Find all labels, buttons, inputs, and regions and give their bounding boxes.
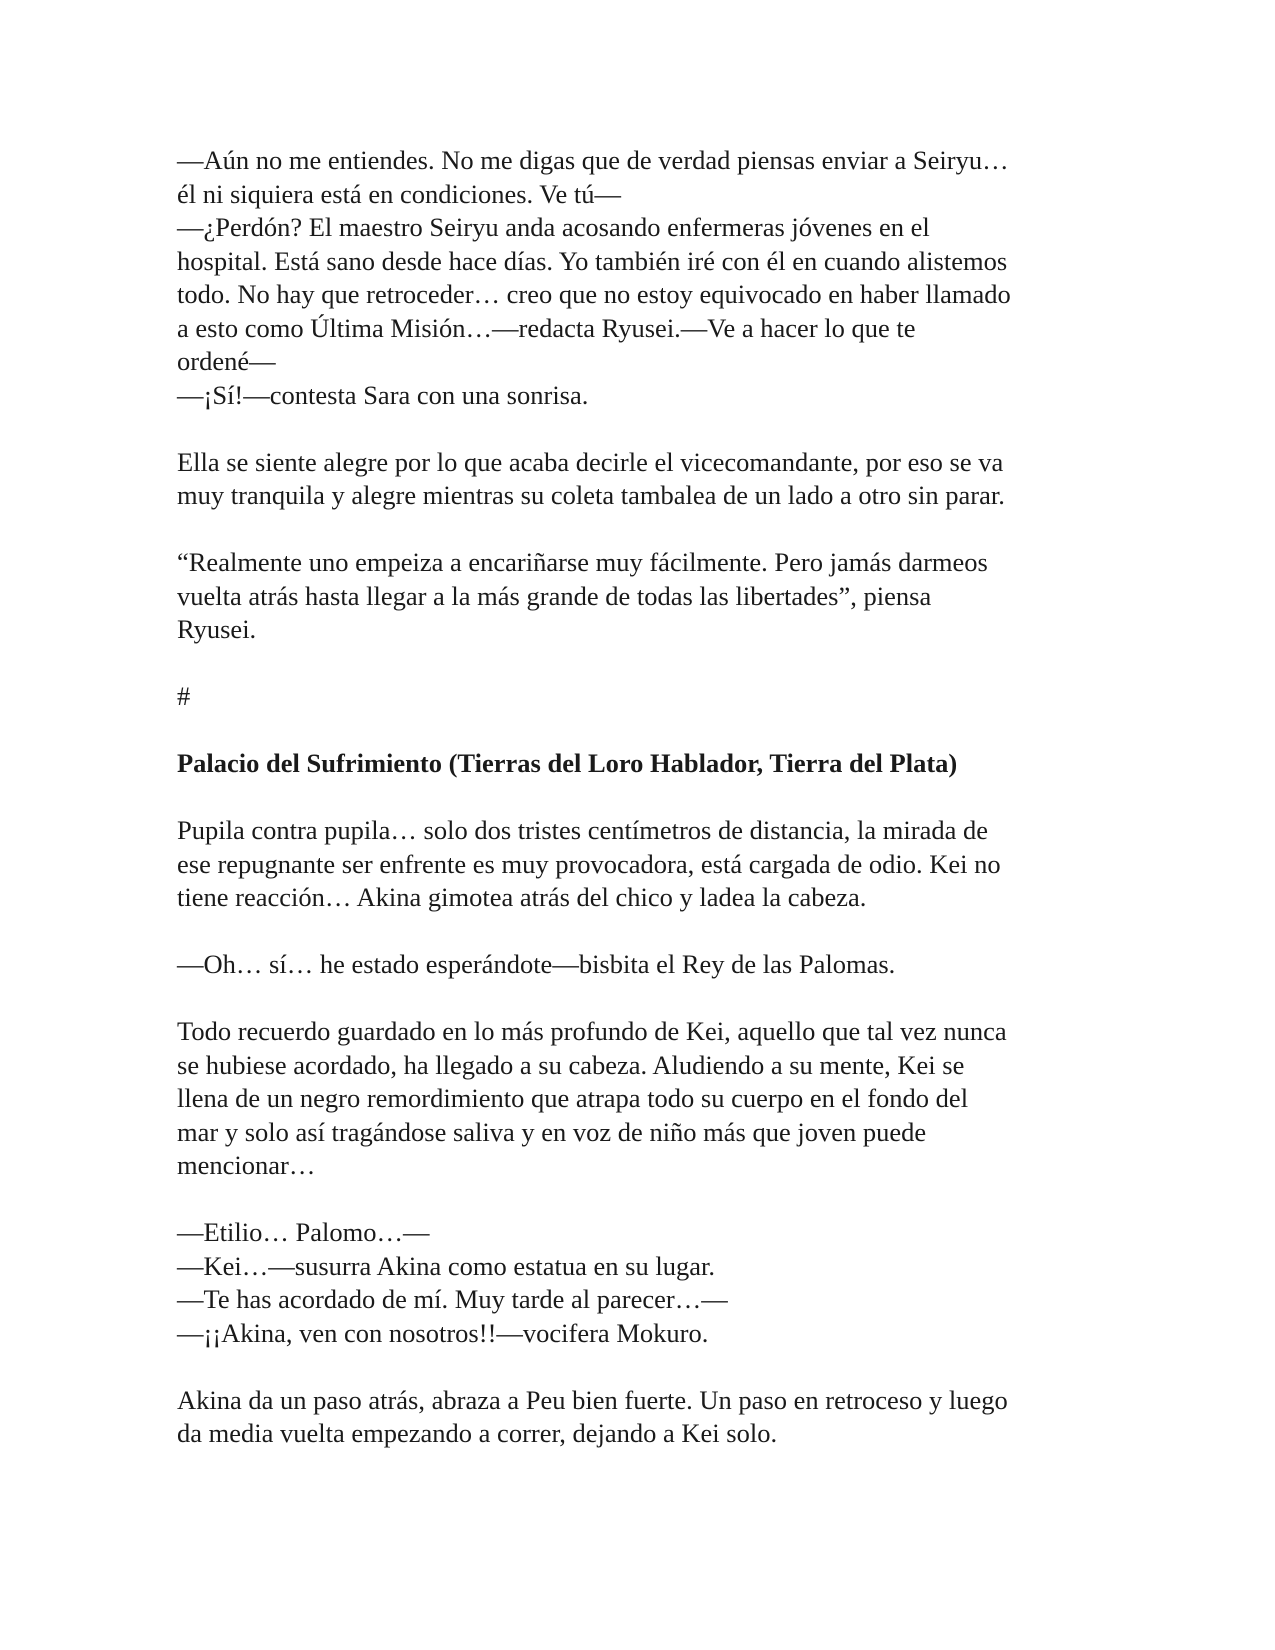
dialogue-line: ordené— [177, 346, 276, 376]
dialogue-line: él ni siquiera está en condiciones. Ve tú— [177, 178, 622, 209]
dialogue-line: hospital. Está sano desde hace días. Yo también iré con él en cuando alistemos [177, 245, 1008, 276]
paragraph-line: “Realmente uno empeiza a encariñarse muy fácilmente. Pero jamás darmeos [177, 547, 988, 577]
paragraph-spacer [177, 647, 1107, 681]
paragraph [177, 1015, 1107, 1183]
paragraph-line: se hubiese acordado, ha llegado a su cabeza. Aludiendo a su mente, Kei se [177, 1049, 965, 1080]
dialogue-line: —Etilio… Palomo…— [177, 1217, 430, 1247]
paragraph-line: mencionar… [177, 1150, 316, 1180]
dialogue-line: —Oh… sí… he estado esperándote—bisbita el Rey de las Palomas. [177, 949, 896, 979]
dialogue-line: a esto como Última Misión…—redacta Ryusei.—Ve a hacer lo que te [177, 312, 916, 343]
dialogue-block [177, 1216, 1107, 1350]
dialogue-line: —Kei…—susurra Akina como estatua en su lugar. [177, 1250, 715, 1281]
paragraph-spacer [177, 513, 1107, 547]
paragraph-spacer [177, 915, 1107, 949]
paragraph-line: Ella se siente alegre por lo que acaba decirle el vicecomandante, por eso se va [177, 446, 1004, 477]
paragraph-line: Akina da un paso atrás, abraza a Peu bien fuerte. Un paso en retroceso y luego [177, 1384, 1008, 1415]
paragraph-spacer [177, 982, 1107, 1016]
document-page [177, 144, 1107, 1451]
paragraph-line: Todo recuerdo guardado en lo más profundo de Kei, aquello que tal vez nunca [177, 1016, 1007, 1046]
dialogue-block [177, 948, 1107, 982]
dialogue-line: —Te has acordado de mí. Muy tarde al parecer…— [177, 1284, 728, 1314]
paragraph-line: tiene reacción… Akina gimotea atrás del chico y ladea la cabeza. [177, 882, 867, 912]
paragraph-line: Pupila contra pupila… solo dos tristes centímetros de distancia, la mirada de [177, 815, 988, 845]
paragraph [177, 1384, 1107, 1451]
paragraph-spacer [177, 714, 1107, 748]
dialogue-line: —¡¡Akina, ven con nosotros!!—vocifera Mokuro. [177, 1317, 709, 1348]
paragraph-spacer [177, 1183, 1107, 1217]
paragraph-line: ese repugnante ser enfrente es muy provocadora, está cargada de odio. Kei no [177, 848, 1001, 879]
paragraph-line: llena de un negro remordimiento que atrapa todo su cuerpo en el fondo del [177, 1083, 969, 1113]
dialogue-line: —¡Sí!—contesta Sara con una sonrisa. [177, 379, 589, 410]
paragraph-line: da media vuelta empezando a correr, dejando a Kei solo. [177, 1418, 778, 1448]
paragraph-line: vuelta atrás hasta llegar a la más grande de todas las libertades”, piensa [177, 580, 932, 611]
dialogue-block [177, 144, 1107, 412]
paragraph-line: mar y solo así tragándose saliva y en voz de niño más que joven puede [177, 1116, 927, 1147]
dialogue-line: —Aún no me entiendes. No me digas que de verdad piensas enviar a Seiryu… [177, 145, 1009, 175]
paragraph-spacer [177, 781, 1107, 815]
section-heading: Palacio del Sufrimiento (Tierras del Loro Hablador, Tierra del Plata) [177, 748, 958, 778]
scene-break: # [177, 681, 191, 711]
paragraph [177, 546, 1107, 647]
dialogue-line: —¿Perdón? El maestro Seiryu anda acosando enfermeras jóvenes en el [177, 212, 930, 242]
paragraph-spacer [177, 1350, 1107, 1384]
paragraph [177, 446, 1107, 513]
paragraph-line: muy tranquila y alegre mientras su coleta tambalea de un lado a otro sin parar. [177, 480, 1005, 510]
paragraph [177, 814, 1107, 915]
paragraph-line: Ryusei. [177, 614, 257, 644]
paragraph-spacer [177, 412, 1107, 446]
dialogue-line: todo. No hay que retroceder… creo que no estoy equivocado en haber llamado [177, 279, 1011, 309]
